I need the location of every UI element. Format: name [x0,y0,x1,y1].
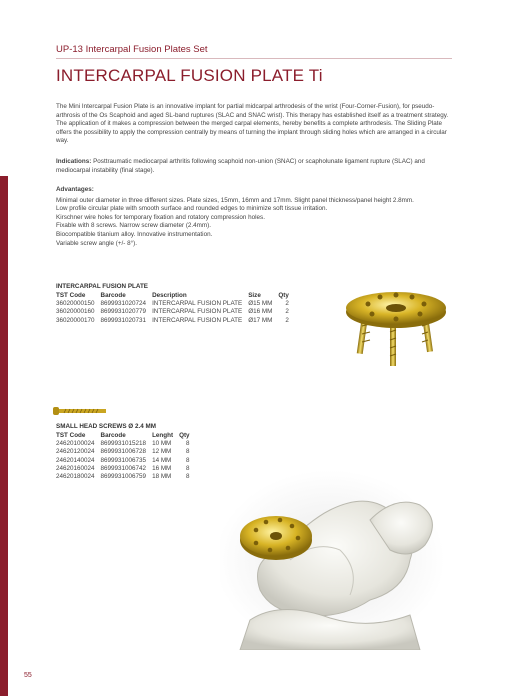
column-header: Size [248,292,261,299]
table-row [56,440,196,448]
indications-paragraph [56,158,456,175]
table-cell: 36020000170 [56,316,95,324]
table-cell: Ø15 MM [248,300,273,308]
plates-table [56,292,295,325]
table-cell: 24620140024 [56,456,95,464]
side-accent-bar [0,176,8,696]
table-header-row [56,292,295,300]
table-cell: 24620120024 [56,448,95,456]
table-cell: 8699931015218 [100,440,147,448]
column-header: TST Code [56,432,86,439]
column-header: Barcode [100,432,126,439]
table-cell: INTERCARPAL FUSION PLATE [152,308,243,316]
table-cell: 8699931020724 [100,300,147,308]
table-cell: 8 [186,464,190,472]
table-row [56,457,196,465]
advantage-item: Variable screw angle (+/- 8°). [56,239,137,247]
advantage-item: Fixable with 8 screws. Narrow screw diameter (2.4mm). [56,222,212,230]
table-cell: 36020000150 [56,300,95,308]
table-cell: 8699931006759 [100,473,147,481]
table-cell: 2 [285,308,289,316]
advantage-item: Minimal outer diameter in three different sizes. Plate sizes, 15mm, 16mm and 17mm. Slight panel thickness/panel height 2.8mm. [56,196,414,204]
advantages-label: Advantages: [56,186,94,193]
table-cell: Ø17 MM [248,316,273,324]
plates-table-title: INTERCARPAL FUSION PLATE [56,283,149,290]
advantages-block [56,186,456,248]
table-row [56,465,196,473]
screw-image [52,405,108,417]
advantage-item: Low profile circular plate with smooth surface and rounded edges to minimize soft tissue irritation. [56,205,328,213]
table-row [56,300,295,308]
table-header-row [56,432,196,440]
column-header: Qty [278,292,289,299]
table-cell: 8 [186,440,190,448]
indications-label: Indications: [56,158,92,165]
table-row [56,448,196,456]
wrist-implant-image [220,450,460,650]
table-cell: 10 MM [152,440,172,448]
table-cell: 8699931006728 [100,448,147,456]
table-cell: 8699931020779 [100,308,147,316]
table-cell: 14 MM [152,456,172,464]
table-cell: 2 [285,316,289,324]
table-row [56,473,196,481]
table-cell: 8699931006735 [100,456,147,464]
column-header: Barcode [100,292,126,299]
table-cell: 8 [186,456,190,464]
title-divider [56,58,452,59]
table-cell: 36020000160 [56,308,95,316]
table-cell: 16 MM [152,464,172,472]
screws-table-title: SMALL HEAD SCREWS Ø 2.4 MM [56,423,156,430]
indications-text: Posttraumatic mediocarpal arthritis following scaphoid non-union (SNAC) or scapholunate ligament rupture (SLAC) and mediocarpal instability (final stage). [56,158,425,174]
page-title: INTERCARPAL FUSION PLATE Ti [56,66,323,85]
table-cell: 24620180024 [56,473,95,481]
advantage-item: Biocompatible titanium alloy. Innovative instrumentation. [56,230,213,238]
table-cell: 8 [186,473,190,481]
column-header: Qty [179,432,190,439]
advantage-item: Kirschner wire holes for temporary fixation and rotatory compression holes. [56,213,265,221]
table-cell: 18 MM [152,473,172,481]
column-header: TST Code [56,292,86,299]
section-title: UP-13 Intercarpal Fusion Plates Set [56,44,208,55]
column-header: Lenght [152,432,174,439]
table-cell: 24620100024 [56,440,95,448]
intro-paragraph: The Mini Intercarpal Fusion Plate is an innovative implant for partial midcarpal arthrodesis of the wrist (Four-Corner-Fusion), for pseudo-arthrosis of the Os Scaphoid and aged SL-band ruptures (SLAC and SNAC wrist). This therapy has established itself as a treatment strategy. The application of it makes a compression between the merged carpal elements, hereby benefits a complete arthrodesis. The Sliding Plate offers the possibility to apply the compression centrally by means of turning the implant through sliding holes which are arranged in a circular way. [56,103,449,145]
table-cell: 24620160024 [56,464,95,472]
table-cell: 8 [186,448,190,456]
table-cell: 8699931020731 [100,316,147,324]
table-cell: Ø16 MM [248,308,273,316]
table-row [56,308,295,316]
table-cell: INTERCARPAL FUSION PLATE [152,300,243,308]
table-cell: 12 MM [152,448,172,456]
table-cell: 8699931006742 [100,464,147,472]
page-number: 55 [24,672,32,679]
column-header: Description [152,292,187,299]
screws-table [56,432,196,481]
table-row [56,317,295,325]
fusion-plate-image [340,282,452,378]
table-cell: INTERCARPAL FUSION PLATE [152,316,243,324]
table-cell: 2 [285,300,289,308]
